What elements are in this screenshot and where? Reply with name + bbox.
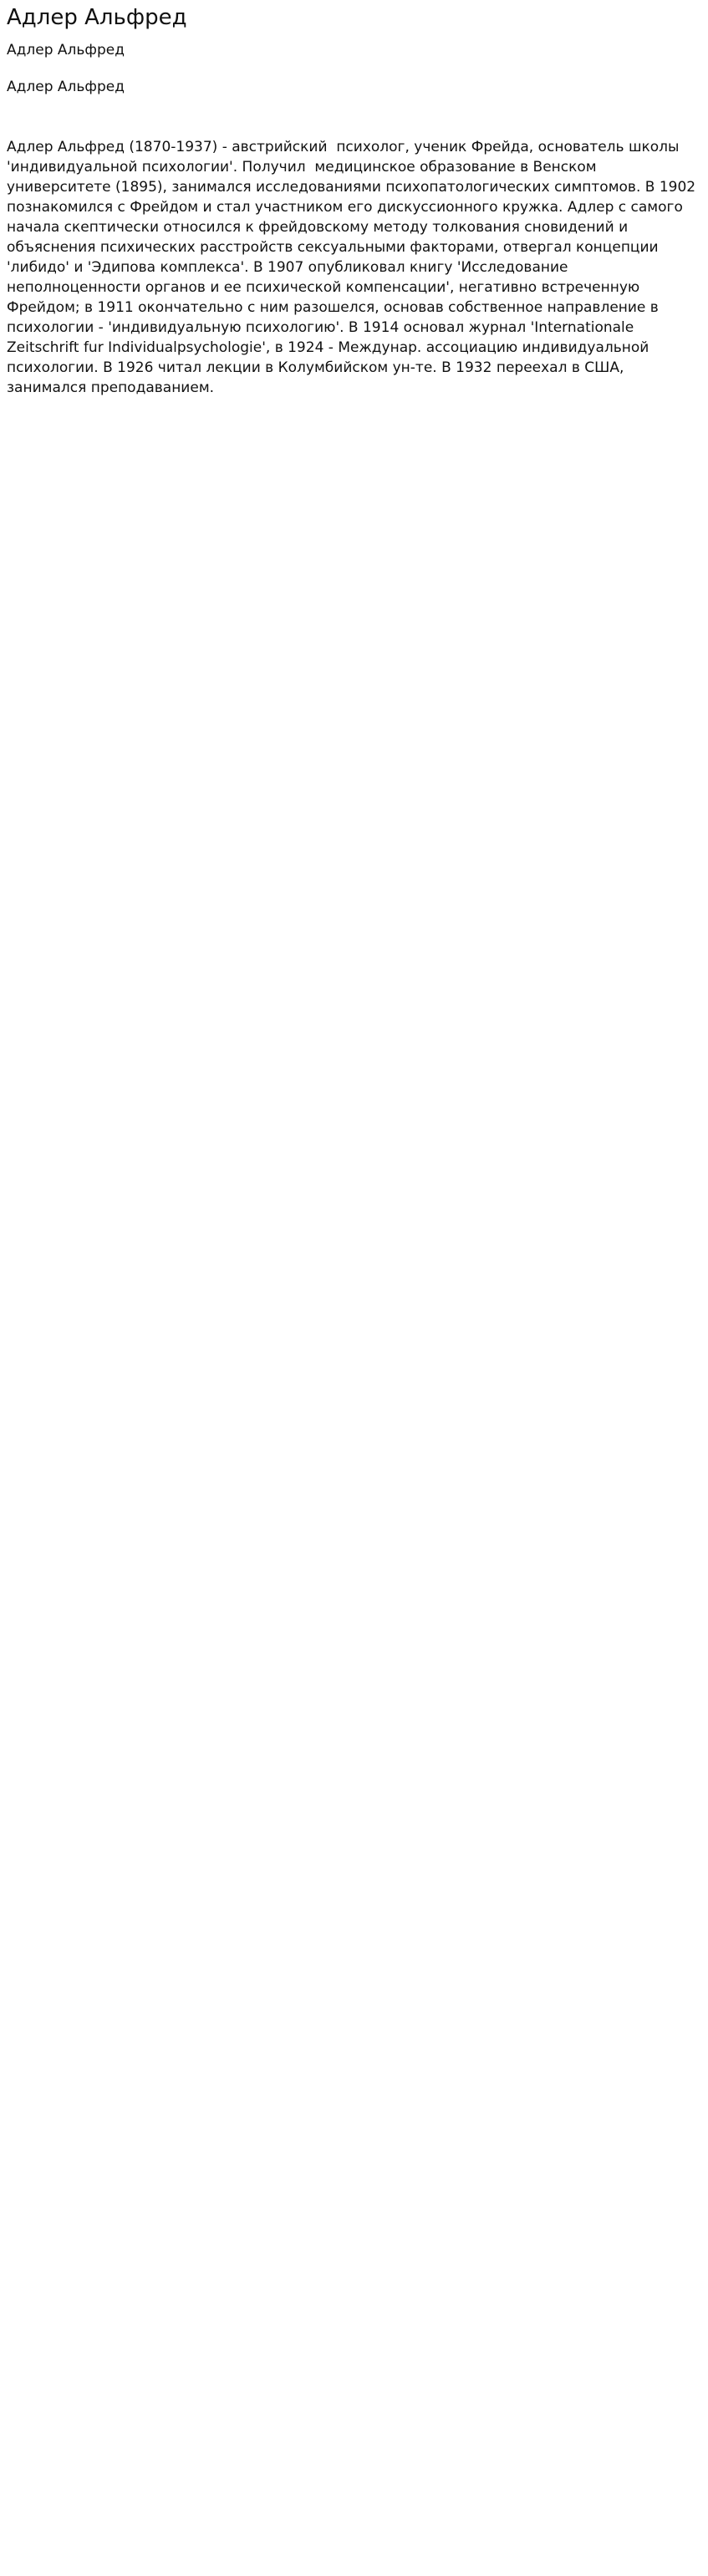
author-line-1: Адлер Альфред	[7, 42, 125, 59]
author-line-2: Адлер Альфред	[7, 79, 125, 95]
paragraph-biography: Адлер Альфред (1870-1937) - австрийский психолог, ученик Фрейда, основатель школы 'индивидуальной психологии'. Получил медицинское образование в Венском университете (1895), занимался исследованиями психопатологических симптомов. В 1902 познакомился с Фрейдом и стал участником его дискуссионного кружка. Адлер с самого начала скептически относился к фрейдовскому методу толкования сновидений и объяснения психических расстройств сексуальными факторами, отвергал концепции 'либидо' и 'Эдипова комплекса'. В 1907 опубликовал книгу 'Исследование неполноценности органов и ее психической компенсации', негативно встреченную Фрейдом; в 1911 окончательно с ним разошелся, основав собственное направление в психологии - 'индивидуальную психологию'. В 1914 основал журнал 'Internationale Zeitschrift fur Individualpsychologie', в 1924 - Междунар. ассоциацию индивидуальной психологии. В 1926 читал лекции в Колумбийском ун-те. В 1932 переехал в США, занимался преподаванием.	[7, 139, 700, 396]
document-page	[0, 0, 708, 461]
page-title: Адлер Альфред	[7, 5, 187, 30]
